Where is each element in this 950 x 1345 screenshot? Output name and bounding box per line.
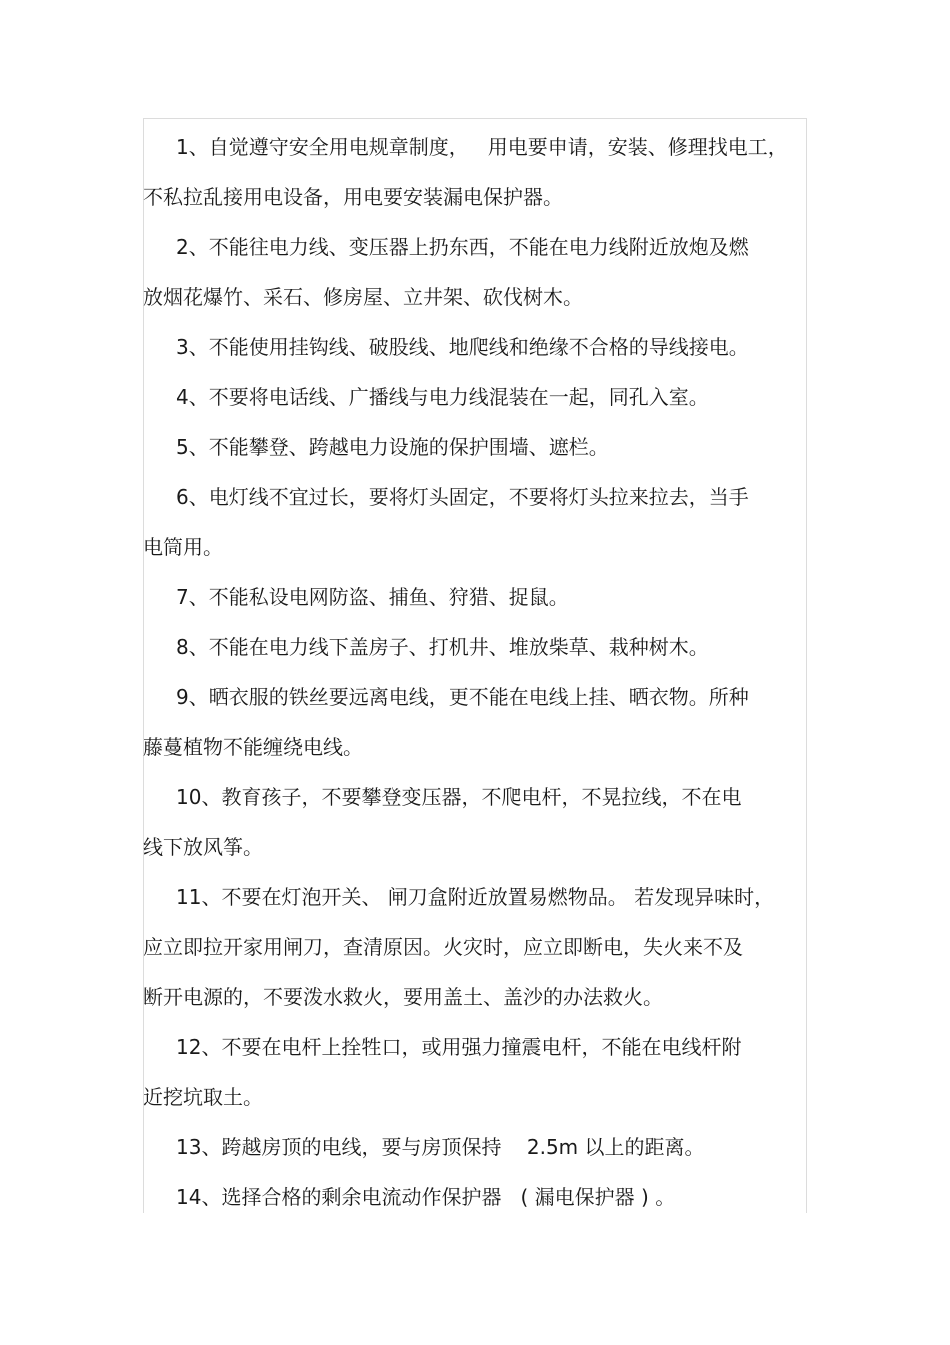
paragraph-line: 断开电源的，不要泼水救火，要用盖土、盖沙的办法救火。: [143, 985, 663, 1009]
page-frame-right-border: [806, 118, 807, 1213]
safety-rule-paragraph: [143, 472, 793, 572]
safety-rule-paragraph: [143, 672, 793, 772]
paragraph-line: 7、不能私设电网防盗、捕鱼、狩猎、捉鼠。: [176, 585, 569, 609]
safety-rule-paragraph: [143, 322, 793, 372]
page-frame-top-border: [143, 118, 807, 119]
safety-rule-paragraph: [143, 872, 793, 1022]
paragraph-line: 5、不能攀登、跨越电力设施的保护围墙、遮栏。: [176, 435, 609, 459]
safety-rule-paragraph: [143, 572, 793, 622]
paragraph-line: 3、不能使用挂钩线、破股线、地爬线和绝缘不合格的导线接电。: [176, 335, 749, 359]
paragraph-line: 线下放风筝。: [143, 835, 263, 859]
paragraph-line: 2、不能往电力线、变压器上扔东西，不能在电力线附近放炮及燃: [176, 235, 749, 259]
paragraph-line: 10、教育孩子，不要攀登变压器，不爬电杆，不晃拉线，不在电: [176, 785, 742, 809]
paragraph-line: 12、不要在电杆上拴牲口，或用强力撞震电杆，不能在电线杆附: [176, 1035, 742, 1059]
paragraph-line: 1、自觉遵守安全用电规章制度， 用电要申请，安装、修理找电工，: [176, 135, 788, 159]
safety-rule-paragraph: [143, 1022, 793, 1122]
paragraph-line: 电筒用。: [143, 535, 223, 559]
paragraph-line: 不私拉乱接用电设备，用电要安装漏电保护器。: [143, 185, 563, 209]
paragraph-line: 6、电灯线不宜过长，要将灯头固定，不要将灯头拉来拉去，当手: [176, 485, 749, 509]
paragraph-line: 近挖坑取土。: [143, 1085, 263, 1109]
safety-rule-paragraph: [143, 422, 793, 472]
document-body: [143, 122, 793, 1222]
paragraph-line: 14、选择合格的剩余电流动作保护器 ( 漏电保护器 ) 。: [176, 1185, 676, 1209]
paragraph-line: 8、不能在电力线下盖房子、打机井、堆放柴草、栽种树木。: [176, 635, 709, 659]
safety-rule-paragraph: [143, 372, 793, 422]
safety-rule-paragraph: [143, 1122, 793, 1172]
paragraph-line: 13、跨越房顶的电线，要与房顶保持 2.5m 以上的距离。: [176, 1135, 705, 1159]
safety-rule-paragraph: [143, 222, 793, 322]
safety-rule-paragraph: [143, 622, 793, 672]
safety-rule-paragraph: [143, 1172, 793, 1222]
paragraph-line: 11、不要在灯泡开关、 闸刀盒附近放置易燃物品。 若发现异味时，: [176, 885, 775, 909]
safety-rule-paragraph: [143, 122, 793, 222]
paragraph-line: 9、晒衣服的铁丝要远离电线，更不能在电线上挂、晒衣物。所种: [176, 685, 749, 709]
paragraph-line: 放烟花爆竹、采石、修房屋、立井架、砍伐树木。: [143, 285, 583, 309]
paragraph-line: 4、不要将电话线、广播线与电力线混装在一起，同孔入室。: [176, 385, 709, 409]
paragraph-line: 应立即拉开家用闸刀，查清原因。火灾时，应立即断电，失火来不及: [143, 935, 743, 959]
safety-rule-paragraph: [143, 772, 793, 872]
paragraph-line: 藤蔓植物不能缠绕电线。: [143, 735, 363, 759]
